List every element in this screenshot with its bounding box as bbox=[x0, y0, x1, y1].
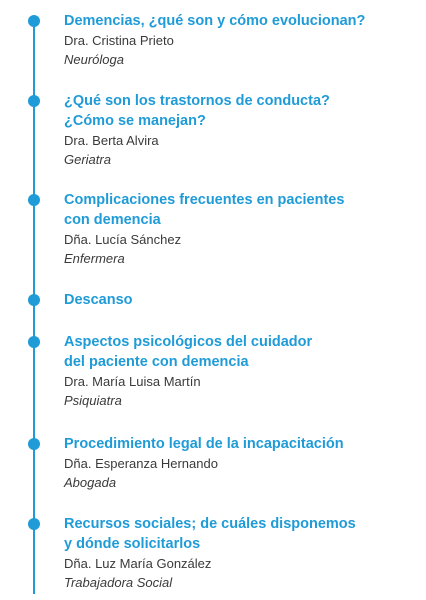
session-title-line: Procedimiento legal de la incapacitación bbox=[64, 436, 344, 452]
session-title-line: Complicaciones frecuentes en pacientes bbox=[64, 192, 345, 208]
session-speaker-role: Trabajadora Social bbox=[64, 575, 173, 590]
session-speaker-role: Geriatra bbox=[64, 152, 111, 167]
timeline-dot bbox=[28, 294, 40, 306]
session-title-line: ¿Qué son los trastornos de conducta? bbox=[64, 93, 330, 109]
session-title-line: del paciente con demencia bbox=[64, 354, 249, 370]
session-title-line: con demencia bbox=[64, 212, 161, 228]
session-speaker: Dra. María Luisa Martín bbox=[64, 374, 201, 389]
session-title bbox=[64, 514, 414, 554]
session-speaker-role: Enfermera bbox=[64, 251, 125, 266]
timeline-dot bbox=[28, 194, 40, 206]
session-title-line: ¿Cómo se manejan? bbox=[64, 113, 206, 129]
session-speaker: Dra. Cristina Prieto bbox=[64, 33, 174, 48]
session-title bbox=[64, 91, 414, 131]
session-title bbox=[64, 190, 414, 230]
session-speaker-role: Psiquiatra bbox=[64, 393, 122, 408]
timeline-dot bbox=[28, 15, 40, 27]
timeline-dot bbox=[28, 336, 40, 348]
session-title bbox=[64, 332, 414, 372]
session-title-line: Aspectos psicológicos del cuidador bbox=[64, 334, 313, 350]
session-speaker-role: Abogada bbox=[64, 475, 117, 490]
timeline-dot bbox=[28, 95, 40, 107]
timeline-dot bbox=[28, 438, 40, 450]
session-title bbox=[64, 290, 414, 310]
session-speaker-role: Neuróloga bbox=[64, 52, 124, 67]
session-title-line: Recursos sociales; de cuáles disponemos bbox=[64, 516, 356, 532]
session-title bbox=[64, 11, 414, 31]
session-title bbox=[64, 434, 414, 454]
session-speaker: Dra. Berta Alvira bbox=[64, 133, 159, 148]
session-speaker: Dña. Esperanza Hernando bbox=[64, 456, 218, 471]
session-title-line: Demencias, ¿qué son y cómo evolucionan? bbox=[64, 13, 366, 29]
session-speaker: Dña. Lucía Sánchez bbox=[64, 232, 182, 247]
session-speaker: Dña. Luz María González bbox=[64, 556, 212, 571]
session-title-line: Descanso bbox=[64, 292, 133, 308]
session-title-line: y dónde solicitarlos bbox=[64, 536, 201, 552]
timeline-dot bbox=[28, 518, 40, 530]
